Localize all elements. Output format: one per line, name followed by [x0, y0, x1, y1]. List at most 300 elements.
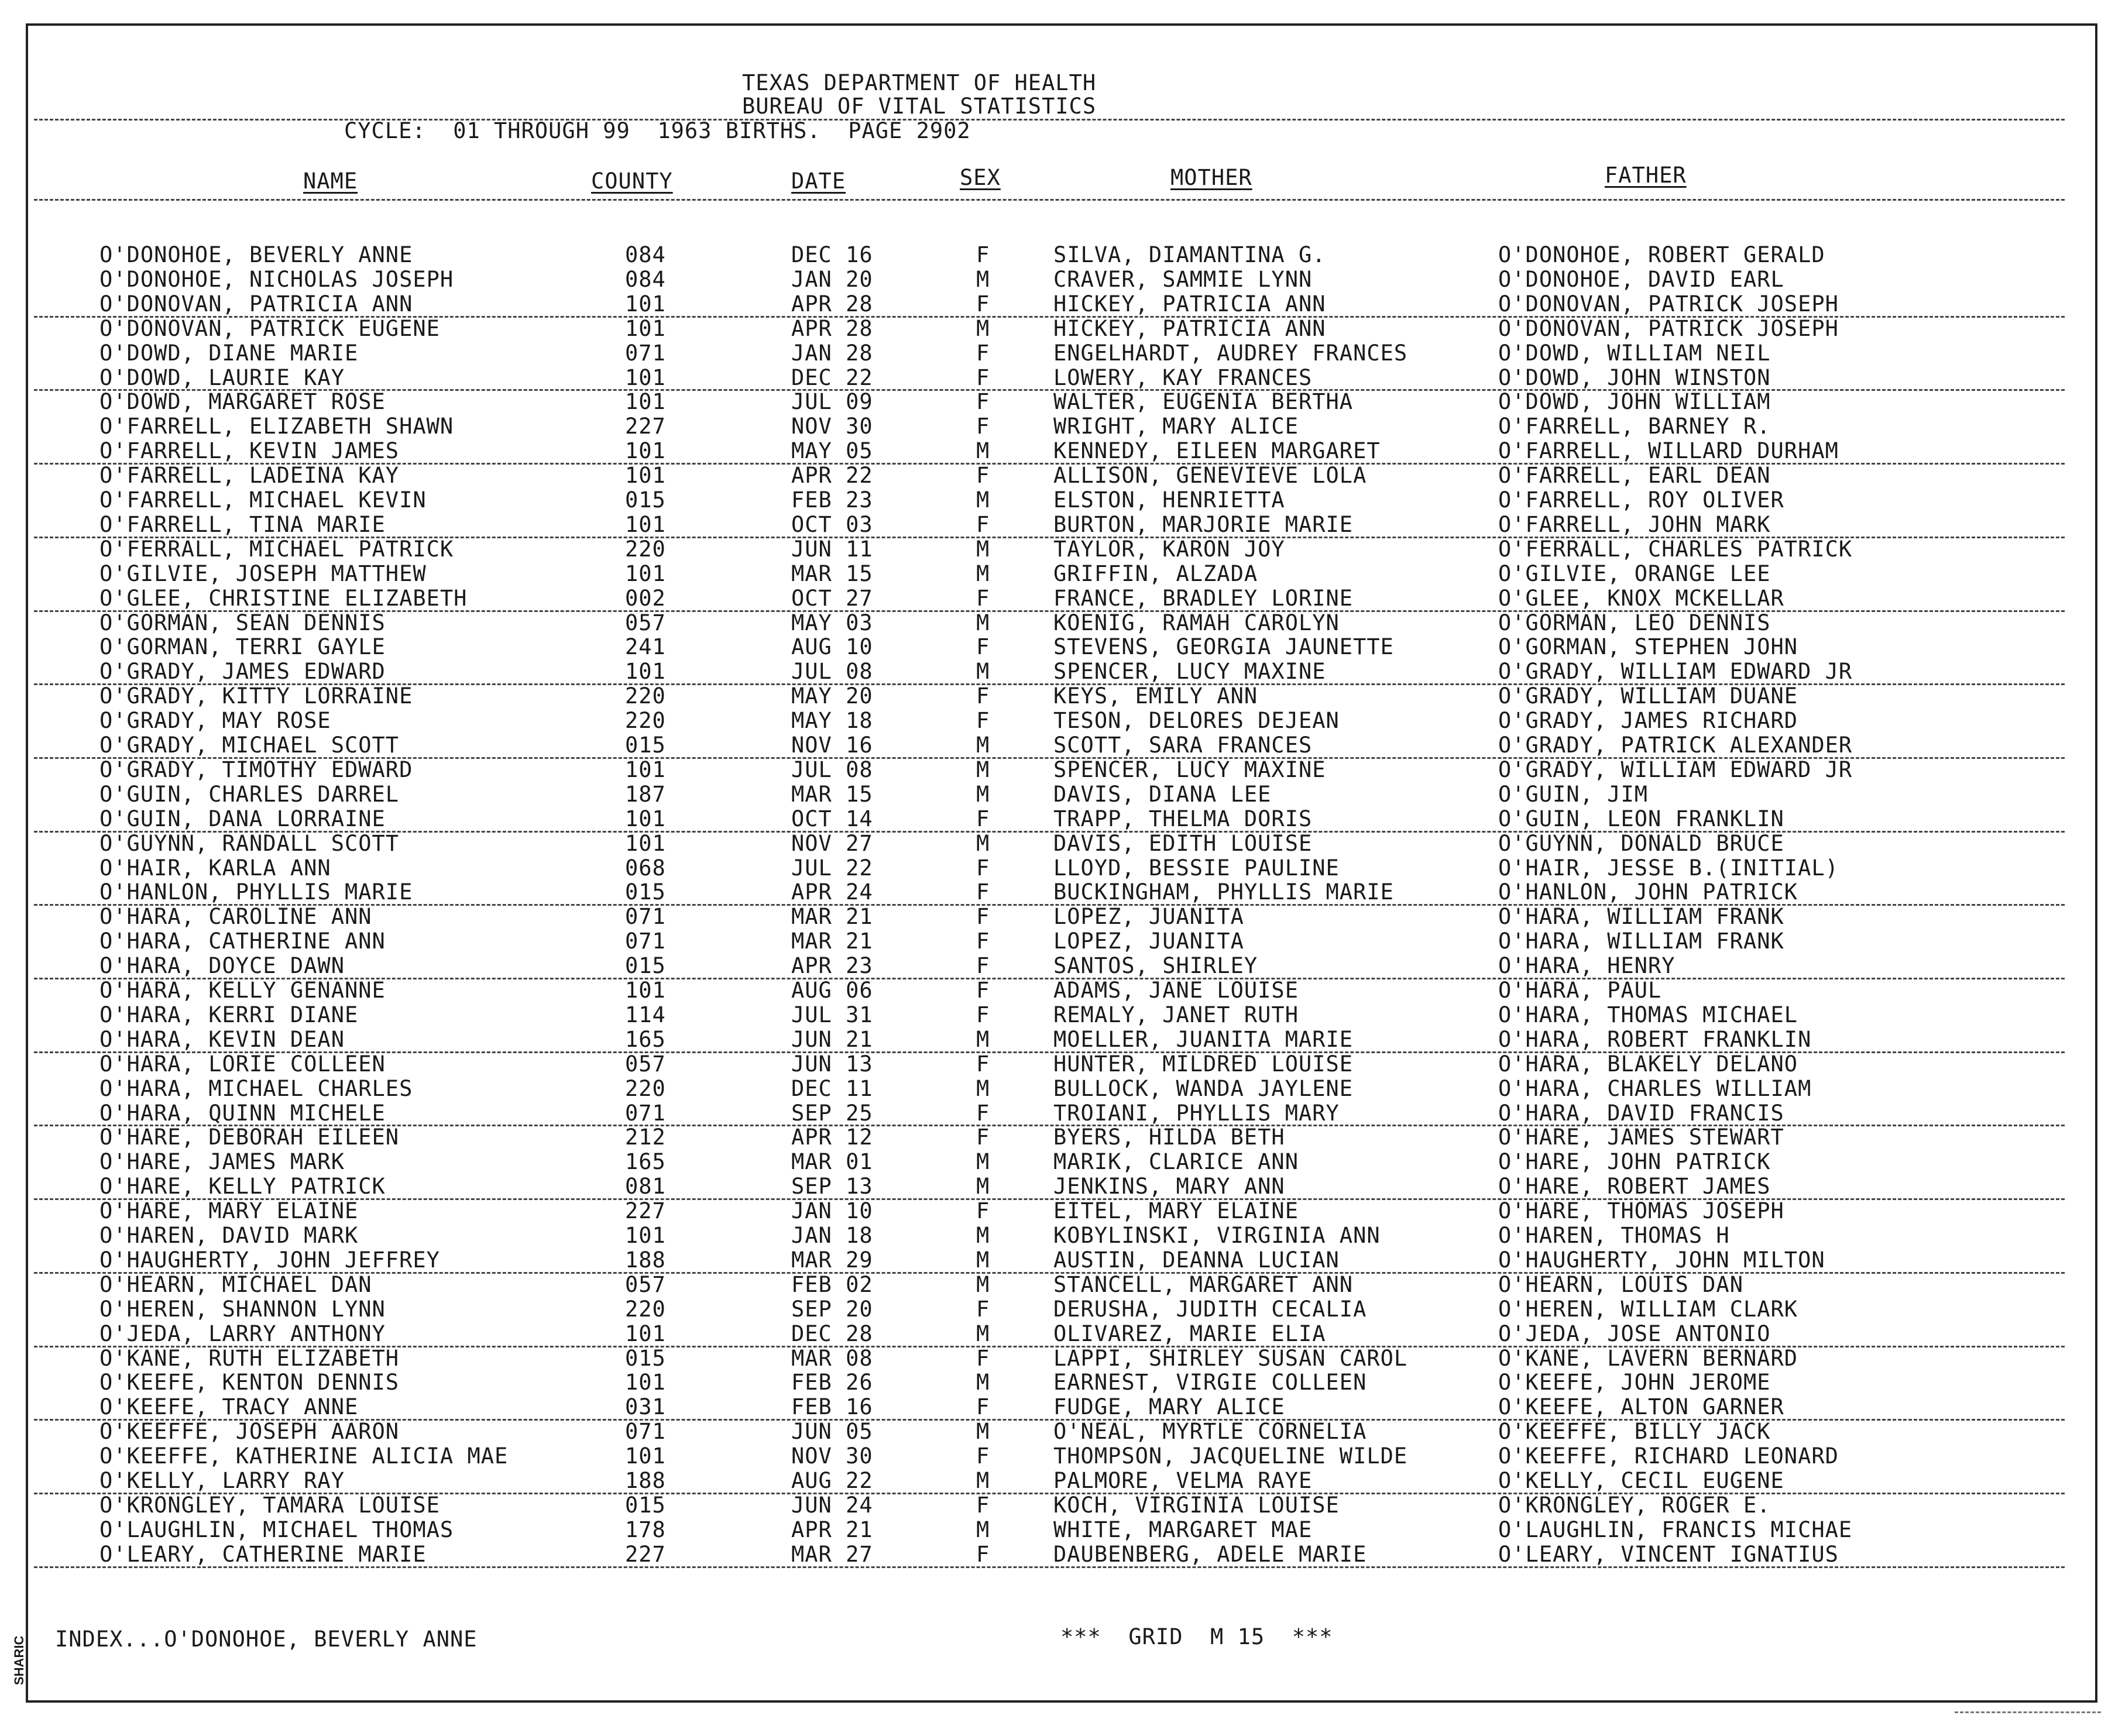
- column-header-sex: SEX: [960, 165, 1001, 190]
- cell-date: FEB 16: [791, 1394, 873, 1419]
- cycle-line: CYCLE: 01 THROUGH 99 1963 BIRTHS. PAGE 2902: [344, 118, 971, 143]
- cell-date: MAR 21: [791, 904, 873, 929]
- cell-father: O'KEEFFE, RICHARD LEONARD: [1498, 1443, 1839, 1469]
- cell-name: O'FARRELL, MICHAEL KEVIN: [99, 487, 427, 513]
- cell-date: APR 22: [791, 463, 873, 488]
- cell-mother: WHITE, MARGARET MAE: [1053, 1517, 1313, 1542]
- row-separator: [34, 831, 2065, 833]
- cell-mother: STEVENS, GEORGIA JAUNETTE: [1053, 634, 1394, 659]
- cell-date: AUG 06: [791, 978, 873, 1003]
- cell-name: O'HEARN, MICHAEL DAN: [99, 1272, 372, 1297]
- cell-father: O'GORMAN, STEPHEN JOHN: [1498, 634, 1798, 659]
- cell-name: O'GLEE, CHRISTINE ELIZABETH: [99, 586, 468, 611]
- cell-father: O'GRADY, JAMES RICHARD: [1498, 708, 1798, 733]
- cell-name: O'GUYNN, RANDALL SCOTT: [99, 831, 400, 856]
- cell-father: O'HARE, ROBERT JAMES: [1498, 1174, 1771, 1199]
- cell-mother: SCOTT, SARA FRANCES: [1053, 733, 1313, 758]
- cell-county: 015: [625, 1493, 666, 1518]
- cell-date: MAR 27: [791, 1542, 873, 1567]
- cell-father: O'HARA, WILLIAM FRANK: [1498, 929, 1784, 954]
- cell-county: 057: [625, 610, 666, 635]
- cell-mother: WALTER, EUGENIA BERTHA: [1053, 389, 1354, 414]
- cell-mother: OLIVAREZ, MARIE ELIA: [1053, 1321, 1326, 1346]
- cell-name: O'KEEFFE, JOSEPH AARON: [99, 1419, 400, 1444]
- cell-date: MAY 05: [791, 438, 873, 463]
- cell-mother: DAVIS, EDITH LOUISE: [1053, 831, 1313, 856]
- cell-mother: HICKEY, PATRICIA ANN: [1053, 291, 1326, 317]
- cell-name: O'FARRELL, ELIZABETH SHAWN: [99, 414, 454, 439]
- cell-name: O'DONOHOE, BEVERLY ANNE: [99, 242, 413, 267]
- cell-date: FEB 26: [791, 1370, 873, 1395]
- cell-date: APR 12: [791, 1125, 873, 1150]
- cell-date: JUN 24: [791, 1493, 873, 1518]
- cell-mother: EITEL, MARY ELAINE: [1053, 1198, 1299, 1223]
- cell-sex: M: [976, 831, 990, 856]
- cell-name: O'HARA, KEVIN DEAN: [99, 1027, 345, 1052]
- cell-name: O'HARA, MICHAEL CHARLES: [99, 1076, 413, 1101]
- cell-name: O'GORMAN, SEAN DENNIS: [99, 610, 386, 635]
- cell-county: 101: [625, 1223, 666, 1248]
- cell-county: 188: [625, 1468, 666, 1493]
- cell-county: 220: [625, 537, 666, 562]
- cell-date: JUN 05: [791, 1419, 873, 1444]
- cell-father: O'GRADY, WILLIAM DUANE: [1498, 683, 1798, 709]
- cell-name: O'HANLON, PHYLLIS MARIE: [99, 879, 413, 905]
- cell-mother: TROIANI, PHYLLIS MARY: [1053, 1101, 1340, 1126]
- cell-sex: M: [976, 1272, 990, 1297]
- cell-sex: M: [976, 316, 990, 341]
- cell-sex: M: [976, 1247, 990, 1273]
- row-separator: [34, 463, 2065, 465]
- cell-name: O'HARA, CATHERINE ANN: [99, 929, 386, 954]
- cell-date: JAN 18: [791, 1223, 873, 1248]
- row-separator: [34, 316, 2065, 318]
- cell-sex: F: [976, 708, 990, 733]
- column-header-father: FATHER: [1605, 163, 1687, 188]
- cell-name: O'HARA, QUINN MICHELE: [99, 1101, 386, 1126]
- cell-sex: F: [976, 1101, 990, 1126]
- cell-mother: ENGELHARDT, AUDREY FRANCES: [1053, 341, 1408, 366]
- cell-name: O'HARE, JAMES MARK: [99, 1149, 345, 1174]
- cell-county: 101: [625, 291, 666, 317]
- cell-date: APR 21: [791, 1517, 873, 1542]
- cell-sex: M: [976, 1076, 990, 1101]
- cell-mother: FRANCE, BRADLEY LORINE: [1053, 586, 1354, 611]
- cell-mother: SPENCER, LUCY MAXINE: [1053, 659, 1326, 684]
- cell-county: 081: [625, 1174, 666, 1199]
- cell-mother: GRIFFIN, ALZADA: [1053, 561, 1258, 586]
- cell-county: 084: [625, 242, 666, 267]
- cell-sex: F: [976, 414, 990, 439]
- cell-county: 227: [625, 1542, 666, 1567]
- cell-county: 101: [625, 757, 666, 782]
- cell-date: JAN 10: [791, 1198, 873, 1223]
- cell-date: SEP 20: [791, 1297, 873, 1322]
- cell-father: O'HARA, WILLIAM FRANK: [1498, 904, 1784, 929]
- cell-name: O'FERRALL, MICHAEL PATRICK: [99, 537, 454, 562]
- cell-father: O'HARE, THOMAS JOSEPH: [1498, 1198, 1784, 1223]
- cell-county: 015: [625, 733, 666, 758]
- cell-date: JUN 11: [791, 537, 873, 562]
- cell-county: 212: [625, 1125, 666, 1150]
- cell-county: 071: [625, 929, 666, 954]
- cell-name: O'JEDA, LARRY ANTHONY: [99, 1321, 386, 1346]
- cell-name: O'HAUGHERTY, JOHN JEFFREY: [99, 1247, 440, 1273]
- cell-father: O'KRONGLEY, ROGER E.: [1498, 1493, 1771, 1518]
- cell-sex: M: [976, 757, 990, 782]
- cell-father: O'FERRALL, CHARLES PATRICK: [1498, 537, 1853, 562]
- cell-father: O'JEDA, JOSE ANTONIO: [1498, 1321, 1771, 1346]
- cell-sex: M: [976, 1223, 990, 1248]
- cell-county: 101: [625, 806, 666, 831]
- cell-mother: TESON, DELORES DEJEAN: [1053, 708, 1340, 733]
- cell-county: 071: [625, 904, 666, 929]
- cell-father: O'FARRELL, EARL DEAN: [1498, 463, 1771, 488]
- cell-name: O'KEEFFE, KATHERINE ALICIA MAE: [99, 1443, 509, 1469]
- cell-name: O'KRONGLEY, TAMARA LOUISE: [99, 1493, 440, 1518]
- cell-county: 227: [625, 414, 666, 439]
- cell-sex: F: [976, 1493, 990, 1518]
- cell-date: NOV 27: [791, 831, 873, 856]
- cell-county: 068: [625, 855, 666, 881]
- cell-name: O'FARRELL, TINA MARIE: [99, 512, 386, 537]
- cell-father: O'DOWD, WILLIAM NEIL: [1498, 341, 1771, 366]
- cell-sex: F: [976, 463, 990, 488]
- cell-sex: F: [976, 291, 990, 317]
- cell-county: 101: [625, 831, 666, 856]
- cell-father: O'HARA, HENRY: [1498, 953, 1675, 978]
- cell-county: 165: [625, 1027, 666, 1052]
- cell-name: O'GRADY, MAY ROSE: [99, 708, 331, 733]
- cell-sex: M: [976, 782, 990, 807]
- cell-name: O'DOWD, DIANE MARIE: [99, 341, 359, 366]
- cell-name: O'DONOVAN, PATRICK EUGENE: [99, 316, 440, 341]
- cell-sex: F: [976, 1002, 990, 1027]
- column-header-county: COUNTY: [591, 169, 673, 194]
- row-separator: [34, 1198, 2065, 1200]
- cell-sex: M: [976, 1321, 990, 1346]
- cell-mother: KENNEDY, EILEEN MARGARET: [1053, 438, 1381, 463]
- cell-mother: HICKEY, PATRICIA ANN: [1053, 316, 1326, 341]
- cell-county: 220: [625, 1297, 666, 1322]
- cell-county: 015: [625, 953, 666, 978]
- cell-father: O'GRADY, WILLIAM EDWARD JR: [1498, 757, 1853, 782]
- cell-date: JUL 08: [791, 659, 873, 684]
- cell-county: 241: [625, 634, 666, 659]
- cell-sex: F: [976, 1346, 990, 1371]
- cell-county: 101: [625, 1443, 666, 1469]
- cell-father: O'HARA, ROBERT FRANKLIN: [1498, 1027, 1812, 1052]
- row-separator: [34, 1125, 2065, 1126]
- cell-mother: MARIK, CLARICE ANN: [1053, 1149, 1299, 1174]
- cell-name: O'LEARY, CATHERINE MARIE: [99, 1542, 427, 1567]
- cell-name: O'HARA, CAROLINE ANN: [99, 904, 372, 929]
- cell-date: JUN 21: [791, 1027, 873, 1052]
- cell-father: O'KEEFE, ALTON GARNER: [1498, 1394, 1784, 1419]
- cell-sex: F: [976, 1051, 990, 1077]
- cell-father: O'DOWD, JOHN WILLIAM: [1498, 389, 1771, 414]
- row-separator: [34, 1272, 2065, 1274]
- cell-father: O'HAIR, JESSE B.(INITIAL): [1498, 855, 1839, 881]
- cell-sex: M: [976, 610, 990, 635]
- cell-name: O'GUIN, DANA LORRAINE: [99, 806, 386, 831]
- cell-father: O'DOWD, JOHN WINSTON: [1498, 365, 1771, 390]
- cell-father: O'GUYNN, DONALD BRUCE: [1498, 831, 1784, 856]
- cell-name: O'HARE, KELLY PATRICK: [99, 1174, 386, 1199]
- cell-mother: BULLOCK, WANDA JAYLENE: [1053, 1076, 1354, 1101]
- department-title: TEXAS DEPARTMENT OF HEALTH: [742, 70, 1097, 95]
- cell-county: 101: [625, 978, 666, 1003]
- cell-father: O'HARE, JAMES STEWART: [1498, 1125, 1784, 1150]
- cell-date: JAN 20: [791, 267, 873, 292]
- cell-mother: DAVIS, DIANA LEE: [1053, 782, 1272, 807]
- cell-mother: AUSTIN, DEANNA LUCIAN: [1053, 1247, 1340, 1273]
- header-rule-bottom: [34, 199, 2065, 201]
- cell-father: O'FARRELL, WILLARD DURHAM: [1498, 438, 1839, 463]
- cell-sex: F: [976, 634, 990, 659]
- cell-county: 114: [625, 1002, 666, 1027]
- cell-sex: F: [976, 904, 990, 929]
- cell-date: JUL 31: [791, 1002, 873, 1027]
- header-rule-top: [34, 119, 2065, 121]
- cell-date: SEP 13: [791, 1174, 873, 1199]
- cell-sex: F: [976, 1443, 990, 1469]
- cell-mother: LLOYD, BESSIE PAULINE: [1053, 855, 1340, 881]
- column-header-date: DATE: [791, 169, 846, 194]
- cell-county: 101: [625, 1370, 666, 1395]
- cell-sex: M: [976, 537, 990, 562]
- cell-date: DEC 22: [791, 365, 873, 390]
- cell-mother: STANCELL, MARGARET ANN: [1053, 1272, 1354, 1297]
- bureau-title: BUREAU OF VITAL STATISTICS: [742, 94, 1097, 119]
- cell-county: 071: [625, 1101, 666, 1126]
- cell-father: O'KANE, LAVERN BERNARD: [1498, 1346, 1798, 1371]
- cell-date: JUN 13: [791, 1051, 873, 1077]
- cell-date: MAR 08: [791, 1346, 873, 1371]
- cell-father: O'HARE, JOHN PATRICK: [1498, 1149, 1771, 1174]
- row-separator: [34, 1566, 2065, 1568]
- cell-mother: WRIGHT, MARY ALICE: [1053, 414, 1299, 439]
- cell-name: O'GRADY, JAMES EDWARD: [99, 659, 386, 684]
- cell-father: O'GLEE, KNOX MCKELLAR: [1498, 586, 1784, 611]
- cell-mother: DAUBENBERG, ADELE MARIE: [1053, 1542, 1367, 1567]
- cell-father: O'FARRELL, BARNEY R.: [1498, 414, 1771, 439]
- cell-county: 071: [625, 341, 666, 366]
- cell-sex: M: [976, 1370, 990, 1395]
- cell-name: O'KELLY, LARRY RAY: [99, 1468, 345, 1493]
- cell-date: MAR 21: [791, 929, 873, 954]
- cell-father: O'GUIN, JIM: [1498, 782, 1649, 807]
- cell-father: O'KELLY, CECIL EUGENE: [1498, 1468, 1784, 1493]
- cell-mother: KOCH, VIRGINIA LOUISE: [1053, 1493, 1340, 1518]
- cell-mother: O'NEAL, MYRTLE CORNELIA: [1053, 1419, 1367, 1444]
- cell-sex: M: [976, 438, 990, 463]
- index-line: INDEX...O'DONOHOE, BEVERLY ANNE: [55, 1627, 478, 1652]
- grid-marker: *** GRID M 15 ***: [1060, 1624, 1333, 1649]
- cell-date: NOV 16: [791, 733, 873, 758]
- cell-date: MAY 20: [791, 683, 873, 709]
- cell-sex: F: [976, 1125, 990, 1150]
- bottom-edge-rule: [1955, 1711, 2101, 1713]
- cell-father: O'HANLON, JOHN PATRICK: [1498, 879, 1798, 905]
- cell-mother: REMALY, JANET RUTH: [1053, 1002, 1299, 1027]
- cell-name: O'GORMAN, TERRI GAYLE: [99, 634, 386, 659]
- cell-name: O'HAREN, DAVID MARK: [99, 1223, 359, 1248]
- cell-father: O'FARRELL, ROY OLIVER: [1498, 487, 1784, 513]
- cell-father: O'FARRELL, JOHN MARK: [1498, 512, 1771, 537]
- cell-mother: HUNTER, MILDRED LOUISE: [1053, 1051, 1354, 1077]
- cell-county: 015: [625, 1346, 666, 1371]
- cell-name: O'HARA, KELLY GENANNE: [99, 978, 386, 1003]
- cell-date: FEB 23: [791, 487, 873, 513]
- cell-date: MAR 15: [791, 561, 873, 586]
- cell-sex: F: [976, 512, 990, 537]
- cell-date: DEC 16: [791, 242, 873, 267]
- cell-father: O'HAREN, THOMAS H: [1498, 1223, 1730, 1248]
- row-separator: [34, 1346, 2065, 1347]
- cell-county: 220: [625, 1076, 666, 1101]
- cell-county: 101: [625, 316, 666, 341]
- cell-sex: F: [976, 929, 990, 954]
- cell-sex: F: [976, 242, 990, 267]
- cell-county: 015: [625, 879, 666, 905]
- cell-mother: KOENIG, RAMAH CAROLYN: [1053, 610, 1340, 635]
- cell-date: JAN 28: [791, 341, 873, 366]
- cell-name: O'DONOHOE, NICHOLAS JOSEPH: [99, 267, 454, 292]
- cell-date: APR 28: [791, 316, 873, 341]
- cell-name: O'GUIN, CHARLES DARREL: [99, 782, 400, 807]
- cell-date: DEC 11: [791, 1076, 873, 1101]
- cell-name: O'LAUGHLIN, MICHAEL THOMAS: [99, 1517, 454, 1542]
- cell-sex: M: [976, 733, 990, 758]
- cell-name: O'FARRELL, KEVIN JAMES: [99, 438, 400, 463]
- cell-mother: LAPPI, SHIRLEY SUSAN CAROL: [1053, 1346, 1408, 1371]
- cell-sex: M: [976, 1149, 990, 1174]
- cell-sex: M: [976, 561, 990, 586]
- cell-name: O'HARE, DEBORAH EILEEN: [99, 1125, 400, 1150]
- side-stamp: SHARIC: [12, 1635, 26, 1685]
- cell-sex: F: [976, 1542, 990, 1567]
- cell-father: O'HARA, THOMAS MICHAEL: [1498, 1002, 1798, 1027]
- cell-mother: TAYLOR, KARON JOY: [1053, 537, 1285, 562]
- cell-father: O'HEREN, WILLIAM CLARK: [1498, 1297, 1798, 1322]
- cell-date: OCT 27: [791, 586, 873, 611]
- cell-name: O'HARE, MARY ELAINE: [99, 1198, 359, 1223]
- cell-sex: F: [976, 879, 990, 905]
- cell-date: JUL 08: [791, 757, 873, 782]
- cell-name: O'DOWD, LAURIE KAY: [99, 365, 345, 390]
- cell-mother: KEYS, EMILY ANN: [1053, 683, 1258, 709]
- cell-father: O'KEEFE, JOHN JEROME: [1498, 1370, 1771, 1395]
- cell-date: MAY 18: [791, 708, 873, 733]
- cell-father: O'HAUGHERTY, JOHN MILTON: [1498, 1247, 1825, 1273]
- cell-sex: F: [976, 389, 990, 414]
- cell-father: O'GILVIE, ORANGE LEE: [1498, 561, 1771, 586]
- cell-mother: BUCKINGHAM, PHYLLIS MARIE: [1053, 879, 1394, 905]
- cell-mother: THOMPSON, JACQUELINE WILDE: [1053, 1443, 1408, 1469]
- cell-name: O'DOWD, MARGARET ROSE: [99, 389, 386, 414]
- cell-father: O'GORMAN, LEO DENNIS: [1498, 610, 1771, 635]
- cell-county: 101: [625, 1321, 666, 1346]
- cell-sex: M: [976, 659, 990, 684]
- cell-mother: ALLISON, GENEVIEVE LOLA: [1053, 463, 1367, 488]
- cell-sex: M: [976, 1517, 990, 1542]
- cell-father: O'LAUGHLIN, FRANCIS MICHAE: [1498, 1517, 1853, 1542]
- cell-county: 165: [625, 1149, 666, 1174]
- cell-mother: ADAMS, JANE LOUISE: [1053, 978, 1299, 1003]
- cell-name: O'HARA, LORIE COLLEEN: [99, 1051, 386, 1077]
- cell-sex: F: [976, 806, 990, 831]
- cell-father: O'LEARY, VINCENT IGNATIUS: [1498, 1542, 1839, 1567]
- cell-name: O'FARRELL, LADEINA KAY: [99, 463, 400, 488]
- cell-county: 101: [625, 463, 666, 488]
- row-separator: [34, 904, 2065, 906]
- cell-date: APR 24: [791, 879, 873, 905]
- cell-sex: M: [976, 1174, 990, 1199]
- cell-county: 057: [625, 1272, 666, 1297]
- cell-mother: LOPEZ, JUANITA: [1053, 929, 1244, 954]
- cell-date: FEB 02: [791, 1272, 873, 1297]
- cell-sex: F: [976, 683, 990, 709]
- cell-father: O'GRADY, WILLIAM EDWARD JR: [1498, 659, 1853, 684]
- cell-father: O'HARA, CHARLES WILLIAM: [1498, 1076, 1812, 1101]
- cell-mother: PALMORE, VELMA RAYE: [1053, 1468, 1313, 1493]
- column-header-mother: MOTHER: [1170, 165, 1252, 190]
- cell-name: O'GRADY, TIMOTHY EDWARD: [99, 757, 413, 782]
- cell-sex: F: [976, 586, 990, 611]
- row-separator: [34, 1051, 2065, 1053]
- cell-sex: F: [976, 855, 990, 881]
- cell-county: 101: [625, 512, 666, 537]
- cell-mother: ELSTON, HENRIETTA: [1053, 487, 1285, 513]
- cell-sex: F: [976, 953, 990, 978]
- cell-date: JUL 09: [791, 389, 873, 414]
- cell-name: O'GILVIE, JOSEPH MATTHEW: [99, 561, 427, 586]
- cell-county: 187: [625, 782, 666, 807]
- cell-mother: FUDGE, MARY ALICE: [1053, 1394, 1285, 1419]
- row-separator: [34, 978, 2065, 979]
- cell-father: O'HEARN, LOUIS DAN: [1498, 1272, 1743, 1297]
- cell-county: 227: [625, 1198, 666, 1223]
- cell-date: MAY 03: [791, 610, 873, 635]
- cell-mother: LOPEZ, JUANITA: [1053, 904, 1244, 929]
- cell-father: O'GUIN, LEON FRANKLIN: [1498, 806, 1784, 831]
- cell-mother: SILVA, DIAMANTINA G.: [1053, 242, 1326, 267]
- cell-county: 101: [625, 659, 666, 684]
- cell-date: AUG 10: [791, 634, 873, 659]
- cell-sex: M: [976, 1468, 990, 1493]
- cell-mother: LOWERY, KAY FRANCES: [1053, 365, 1313, 390]
- cell-county: 188: [625, 1247, 666, 1273]
- cell-mother: BYERS, HILDA BETH: [1053, 1125, 1285, 1150]
- cell-father: O'GRADY, PATRICK ALEXANDER: [1498, 733, 1853, 758]
- cell-date: AUG 22: [791, 1468, 873, 1493]
- row-separator: [34, 1493, 2065, 1494]
- cell-name: O'HARA, KERRI DIANE: [99, 1002, 359, 1027]
- cell-mother: MOELLER, JUANITA MARIE: [1053, 1027, 1354, 1052]
- cell-county: 101: [625, 389, 666, 414]
- cell-county: 220: [625, 708, 666, 733]
- cell-mother: SANTOS, SHIRLEY: [1053, 953, 1258, 978]
- cell-sex: F: [976, 1394, 990, 1419]
- cell-date: OCT 14: [791, 806, 873, 831]
- cell-sex: F: [976, 1297, 990, 1322]
- cell-date: OCT 03: [791, 512, 873, 537]
- cell-mother: EARNEST, VIRGIE COLLEEN: [1053, 1370, 1367, 1395]
- cell-date: NOV 30: [791, 1443, 873, 1469]
- row-separator: [34, 610, 2065, 612]
- cell-sex: F: [976, 978, 990, 1003]
